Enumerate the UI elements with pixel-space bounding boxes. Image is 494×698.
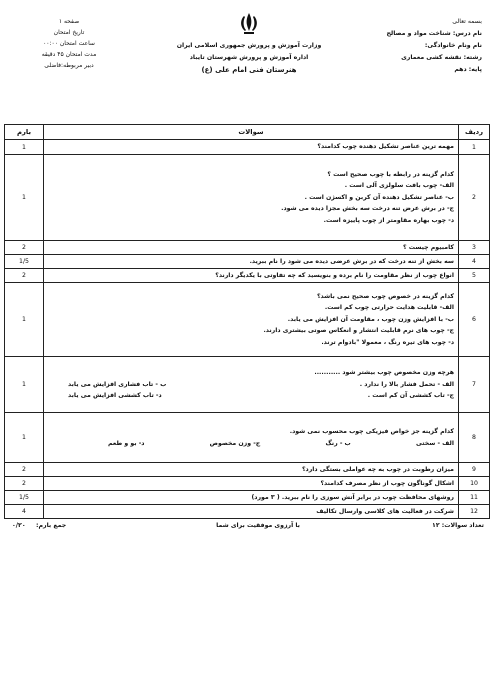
table-header-row xyxy=(5,125,490,140)
option-line: ب- با افزایش وزن چوب ، مقاومت آن افزایش می یابد. xyxy=(287,315,454,323)
question-line: کدام گزینه جز خواص فیزیکی چوب محسوب نمی شود. xyxy=(289,428,454,435)
question-text xyxy=(44,140,459,155)
option-row xyxy=(48,390,454,402)
row-score: 1 xyxy=(5,155,44,241)
header-right-line: پایه: دهم xyxy=(454,66,482,73)
header-right-line: نام درس: شناخت مواد و مصالح xyxy=(386,30,482,37)
table-row xyxy=(5,357,490,413)
option-line: د- چوب های تیره رنگ ، معمولا "بادوام ترند. xyxy=(321,338,454,346)
total-score-value: ۰/۲۰ xyxy=(12,522,26,529)
question-count: تعداد سوالات: ۱۲ xyxy=(432,522,484,529)
table-row xyxy=(5,413,490,463)
question-text xyxy=(44,463,459,477)
option-line: الف- قابلیت هدایت حرارتی چوب کم است. xyxy=(324,304,454,312)
option-b: ب - رنگ xyxy=(325,439,351,447)
option-line: الف- چوب بافت سلولزی آلی است . xyxy=(344,182,454,190)
header-right-line: رشته: نقشه کشی معماری xyxy=(401,54,482,61)
question-line: انواع چوب از نظر مقاومت را نام برده و بنویسید که چه تفاوتی با یکدیگر دارند؟ xyxy=(215,271,454,279)
ministry-name: وزارت آموزش و پرورش جمهوری اسلامی ایران xyxy=(176,42,322,49)
table-row xyxy=(5,491,490,505)
question-line: سه بخش از تنه درخت که در برش عرضی دیده می شود را نام ببرید. xyxy=(249,257,454,265)
option-a: الف - سختی xyxy=(415,439,454,447)
row-number: 7 xyxy=(459,357,490,413)
questions-table xyxy=(4,124,490,519)
question-line: روشهای محافظت چوب در برابر آتش سوزی را نام ببرید. ( ۳ مورد) xyxy=(251,493,454,501)
option-line: ج- در برش عرض تنه درخت سه بخش مجزا دیده می شود. xyxy=(281,205,454,213)
option-row xyxy=(48,379,454,391)
row-score: 1 xyxy=(5,140,44,155)
header-right-line: نام ونام خانوادگی: xyxy=(424,42,482,49)
option-b: ب - تاب فشاری افزایش می یابد xyxy=(68,380,167,388)
option-line: د- چوب بهاره مقاومتر از چوب پاییزه است. xyxy=(323,216,454,224)
option-a: الف - تحمل فشار بالا را ندارد . xyxy=(359,380,454,388)
row-number: 6 xyxy=(459,283,490,357)
option-row xyxy=(48,438,454,450)
table-row xyxy=(5,477,490,491)
question-line: میزان رطوبت در چوب به چه عواملی بستگی دارد؟ xyxy=(301,465,454,473)
question-text xyxy=(44,241,459,255)
row-score: 2 xyxy=(5,241,44,255)
row-score: 1 xyxy=(5,357,44,413)
exam-date-label: تاریخ امتحان xyxy=(53,29,85,36)
row-score: 1/5 xyxy=(5,491,44,505)
question-text xyxy=(44,491,459,505)
department-name: اداره آموزش و پرورش شهرستان تایباد xyxy=(189,54,309,61)
table-row xyxy=(5,269,490,283)
column-header-questions: سوالات xyxy=(44,125,459,140)
exam-footer xyxy=(4,522,490,533)
row-score: 1 xyxy=(5,413,44,463)
question-line: کدام گزینه در خصوص چوب صحیح نمی باشد؟ xyxy=(316,292,454,300)
exam-time-label: ساعت امتحان ۰۰:۰۰ xyxy=(43,40,95,47)
row-number: 8 xyxy=(459,413,490,463)
row-number: 11 xyxy=(459,491,490,505)
table-row xyxy=(5,255,490,269)
iran-emblem-icon xyxy=(238,12,260,36)
option-line: ج- چوب های نرم قابلیت انتشار و انعکاس صوتی بیشتری دارند. xyxy=(263,327,454,335)
good-luck-message: با آرزوی موفقیت برای شما xyxy=(216,522,300,529)
question-line: کدام گزینه در رابطه با چوب صحیح است ؟ xyxy=(327,170,454,178)
header-exam-info xyxy=(14,16,124,71)
column-header-number: ردیف xyxy=(459,125,490,140)
row-score: 2 xyxy=(5,477,44,491)
row-number: 1 xyxy=(459,140,490,155)
exam-header xyxy=(4,4,490,114)
teacher-label: دبیر مربوطه:فاضلی xyxy=(44,62,94,69)
table-row xyxy=(5,241,490,255)
table-row xyxy=(5,140,490,155)
row-score: 4 xyxy=(5,505,44,519)
question-text xyxy=(44,255,459,269)
school-name: هنرستان فنی امام علی (ع) xyxy=(201,66,297,74)
table-row xyxy=(5,463,490,477)
table-row xyxy=(5,505,490,519)
question-line: اشکال گوناگون چوب از نظر مصرف کدامند؟ xyxy=(320,479,454,487)
row-number: 12 xyxy=(459,505,490,519)
option-c: ج- تاب کششی آن کم است . xyxy=(367,392,454,400)
question-text xyxy=(44,505,459,519)
question-text xyxy=(44,155,459,241)
question-text xyxy=(44,269,459,283)
total-score-label: جمع بارم: xyxy=(36,522,67,529)
exam-duration-label: مدت امتحان ۴۵ دقیقه xyxy=(41,51,97,58)
table-row xyxy=(5,155,490,241)
row-score: 2 xyxy=(5,269,44,283)
question-text xyxy=(44,477,459,491)
option-d: د- بو و طعم xyxy=(108,439,145,447)
row-number: 4 xyxy=(459,255,490,269)
question-line: هرچه وزن مخصوص چوب بیشتر شود ........... xyxy=(314,369,454,377)
option-line: ب- عناصر تشکیل دهنده آن کربن و اکسژن است . xyxy=(304,193,454,201)
option-c: ج- وزن مخصوص xyxy=(209,439,261,447)
question-text xyxy=(44,357,459,413)
option-d: د- تاب کششی افزایش می یابد xyxy=(68,392,162,400)
row-number: 5 xyxy=(459,269,490,283)
header-student-info xyxy=(332,16,482,76)
row-score: 2 xyxy=(5,463,44,477)
table-row xyxy=(5,283,490,357)
header-institution xyxy=(154,12,344,76)
row-score: 1/5 xyxy=(5,255,44,269)
header-right-line: بسمه تعالی xyxy=(452,18,482,25)
page-number: صفحه ۱ xyxy=(58,18,80,25)
row-number: 10 xyxy=(459,477,490,491)
row-number: 3 xyxy=(459,241,490,255)
question-text xyxy=(44,413,459,463)
row-score: 1 xyxy=(5,283,44,357)
question-text xyxy=(44,283,459,357)
question-line: کامبیوم چیست ؟ xyxy=(403,243,454,251)
row-number: 9 xyxy=(459,463,490,477)
column-header-score: بارم xyxy=(5,125,44,140)
question-line: مهمه ترین عناصر تشکیل دهنده چوب کدامند؟ xyxy=(317,143,454,151)
row-number: 2 xyxy=(459,155,490,241)
question-line: شرکت در فعالیت های کلاسی وارسال تکالیف xyxy=(316,507,454,515)
